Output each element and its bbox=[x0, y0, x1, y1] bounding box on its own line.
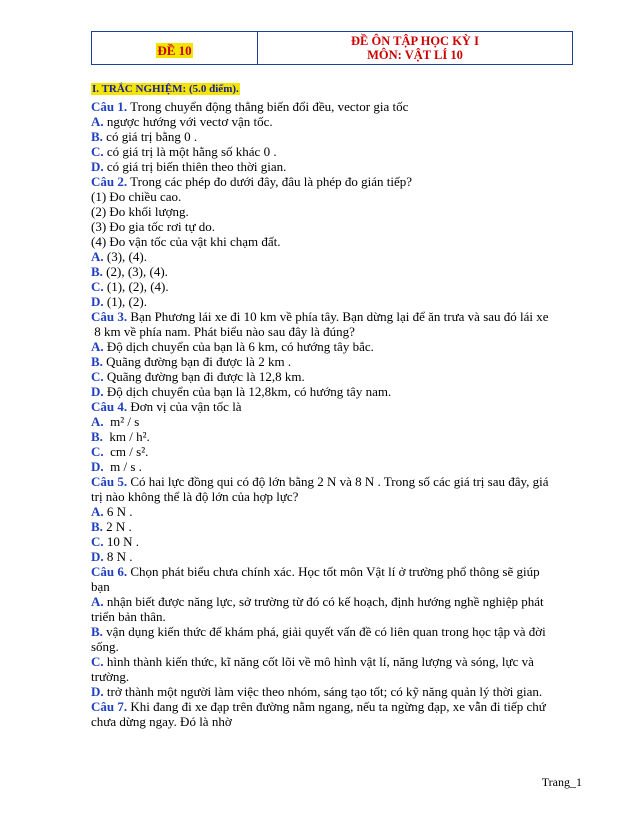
answer-option bbox=[91, 624, 591, 639]
line-text: trị nào không thể là độ lớn của hợp lực? bbox=[91, 489, 299, 504]
line-text: có giá trị biến thiên theo thời gian. bbox=[103, 159, 287, 174]
option-letter: B. bbox=[91, 129, 103, 144]
text-line bbox=[91, 489, 591, 504]
line-text: km / h². bbox=[102, 429, 150, 444]
line-text: (1) Đo chiều cao. bbox=[91, 189, 182, 204]
line-text: (2) Đo khối lượng. bbox=[91, 204, 189, 219]
answer-option bbox=[91, 129, 591, 144]
question-stem bbox=[91, 174, 591, 189]
line-text: (1), (2), (4). bbox=[103, 279, 169, 294]
section-title: I. TRẮC NGHIỆM: (5.0 điểm). bbox=[92, 83, 239, 95]
option-letter: D. bbox=[91, 294, 104, 309]
option-letter: C. bbox=[91, 144, 104, 159]
question-number: Câu 2. bbox=[91, 174, 128, 189]
exam-code-cell bbox=[92, 32, 258, 65]
line-text: trường. bbox=[91, 669, 130, 684]
text-line bbox=[91, 669, 591, 684]
option-letter: D. bbox=[91, 459, 104, 474]
answer-option bbox=[91, 369, 591, 384]
line-text: Khi đang đi xe đạp trên đường nằm ngang, nếu ta ngừng đạp, xe vẫn đi tiếp chứ bbox=[127, 699, 546, 714]
answer-option bbox=[91, 159, 591, 174]
question-number: Câu 7. bbox=[91, 699, 128, 714]
line-text: có giá trị bằng 0 . bbox=[102, 129, 198, 144]
exam-code: ĐỀ 10 bbox=[157, 43, 192, 58]
answer-option bbox=[91, 144, 591, 159]
option-letter: C. bbox=[91, 654, 104, 669]
answer-option bbox=[91, 444, 591, 459]
question-number: Câu 3. bbox=[91, 309, 128, 324]
option-letter: A. bbox=[91, 114, 104, 129]
line-text: Bạn Phương lái xe đi 10 km về phía tây. Bạn dừng lại để ăn trưa và sau đó lái xe bbox=[127, 309, 549, 324]
answer-option bbox=[91, 594, 591, 609]
question-number: Câu 1. bbox=[91, 99, 128, 114]
line-text: có giá trị là một hằng số khác 0 . bbox=[103, 144, 277, 159]
line-text: Chọn phát biểu chưa chính xác. Học tốt môn Vật lí ở trường phổ thông sẽ giúp bbox=[127, 564, 540, 579]
exam-header-table bbox=[91, 31, 573, 65]
option-letter: D. bbox=[91, 384, 104, 399]
line-text: (1), (2). bbox=[103, 294, 147, 309]
line-text: 6 N . bbox=[103, 504, 133, 519]
text-line bbox=[91, 234, 591, 249]
line-text: hình thành kiến thức, kĩ năng cốt lõi về mô hình vật lí, năng lượng và sóng, lực và bbox=[103, 654, 534, 669]
question-number: Câu 5. bbox=[91, 474, 128, 489]
answer-option bbox=[91, 684, 591, 699]
answer-option bbox=[91, 534, 591, 549]
text-line bbox=[91, 714, 591, 729]
line-text: vận dụng kiến thức để khám phá, giải quyết vấn đề có liên quan trong học tập và đời bbox=[102, 624, 546, 639]
question-stem bbox=[91, 564, 591, 579]
question-stem bbox=[91, 399, 591, 414]
exam-title-cell bbox=[258, 32, 573, 65]
exam-subject: MÔN: VẬT LÍ 10 bbox=[367, 48, 463, 62]
option-letter: B. bbox=[91, 519, 103, 534]
question-list bbox=[91, 99, 591, 729]
line-text: triển bản thân. bbox=[91, 609, 166, 624]
text-line bbox=[91, 639, 591, 654]
line-text: Quãng đường bạn đi được là 12,8 km. bbox=[103, 369, 305, 384]
line-text: 2 N . bbox=[102, 519, 132, 534]
text-line bbox=[91, 324, 591, 339]
answer-option bbox=[91, 384, 591, 399]
text-line bbox=[91, 579, 591, 594]
text-line bbox=[91, 189, 591, 204]
line-text: ngược hướng với vectơ vận tốc. bbox=[103, 114, 273, 129]
line-text: (3) Đo gia tốc rơi tự do. bbox=[91, 219, 216, 234]
line-text: Quãng đường bạn đi được là 2 km . bbox=[102, 354, 292, 369]
answer-option bbox=[91, 249, 591, 264]
line-text: Đơn vị của vận tốc là bbox=[127, 399, 242, 414]
line-text: Độ dịch chuyển của bạn là 12,8km, có hướng tây nam. bbox=[103, 384, 392, 399]
option-letter: A. bbox=[91, 249, 104, 264]
answer-option bbox=[91, 114, 591, 129]
exam-title: ĐỀ ÔN TẬP HỌC KỲ I bbox=[351, 34, 479, 48]
answer-option bbox=[91, 504, 591, 519]
line-text: bạn bbox=[91, 579, 110, 594]
text-line bbox=[91, 219, 591, 234]
line-text: chưa dừng ngay. Đó là nhờ bbox=[91, 714, 232, 729]
option-letter: B. bbox=[91, 429, 103, 444]
line-text: 8 km về phía nam. Phát biểu nào sau đây là đúng? bbox=[91, 324, 355, 339]
answer-option bbox=[91, 459, 591, 474]
answer-option bbox=[91, 354, 591, 369]
answer-option bbox=[91, 279, 591, 294]
option-letter: A. bbox=[91, 504, 104, 519]
line-text: sống. bbox=[91, 639, 119, 654]
line-text: 10 N . bbox=[103, 534, 140, 549]
answer-option bbox=[91, 294, 591, 309]
option-letter: B. bbox=[91, 264, 103, 279]
document-body bbox=[91, 82, 591, 729]
line-text: (4) Đo vận tốc của vật khi chạm đất. bbox=[91, 234, 281, 249]
option-letter: A. bbox=[91, 339, 104, 354]
line-text: trở thành một người làm việc theo nhóm, sáng tạo tốt; có kỹ năng quản lý thời gian. bbox=[103, 684, 543, 699]
question-number: Câu 4. bbox=[91, 399, 128, 414]
text-line bbox=[91, 609, 591, 624]
line-text: m / s . bbox=[103, 459, 142, 474]
option-letter: D. bbox=[91, 159, 104, 174]
line-text: (3), (4). bbox=[103, 249, 147, 264]
option-letter: C. bbox=[91, 534, 104, 549]
line-text: nhận biết được năng lực, sở trường từ đó có kế hoạch, định hướng nghề nghiệp phát bbox=[103, 594, 544, 609]
option-letter: B. bbox=[91, 624, 103, 639]
answer-option bbox=[91, 654, 591, 669]
line-text: cm / s². bbox=[103, 444, 149, 459]
option-letter: A. bbox=[91, 594, 104, 609]
line-text: Trong các phép đo dưới đây, đâu là phép đo gián tiếp? bbox=[127, 174, 413, 189]
line-text: m² / s bbox=[103, 414, 140, 429]
question-stem bbox=[91, 474, 591, 489]
text-line bbox=[91, 204, 591, 219]
option-letter: C. bbox=[91, 369, 104, 384]
line-text: Trong chuyển động thẳng biến đổi đều, vector gia tốc bbox=[127, 99, 409, 114]
page-number: Trang_1 bbox=[541, 775, 582, 789]
line-text: (2), (3), (4). bbox=[102, 264, 168, 279]
line-text: Có hai lực đồng qui có độ lớn bằng 2 N và 8 N . Trong số các giá trị sau đây, giá bbox=[127, 474, 549, 489]
answer-option bbox=[91, 549, 591, 564]
option-letter: A. bbox=[91, 414, 104, 429]
question-stem bbox=[91, 699, 591, 714]
answer-option bbox=[91, 339, 591, 354]
question-stem bbox=[91, 309, 591, 324]
line-text: Độ dịch chuyển của bạn là 6 km, có hướng tây bắc. bbox=[103, 339, 374, 354]
answer-option bbox=[91, 264, 591, 279]
option-letter: D. bbox=[91, 549, 104, 564]
line-text: 8 N . bbox=[103, 549, 133, 564]
answer-option bbox=[91, 429, 591, 444]
option-letter: D. bbox=[91, 684, 104, 699]
option-letter: C. bbox=[91, 444, 104, 459]
question-stem bbox=[91, 99, 591, 114]
option-letter: B. bbox=[91, 354, 103, 369]
option-letter: C. bbox=[91, 279, 104, 294]
answer-option bbox=[91, 519, 591, 534]
question-number: Câu 6. bbox=[91, 564, 128, 579]
answer-option bbox=[91, 414, 591, 429]
